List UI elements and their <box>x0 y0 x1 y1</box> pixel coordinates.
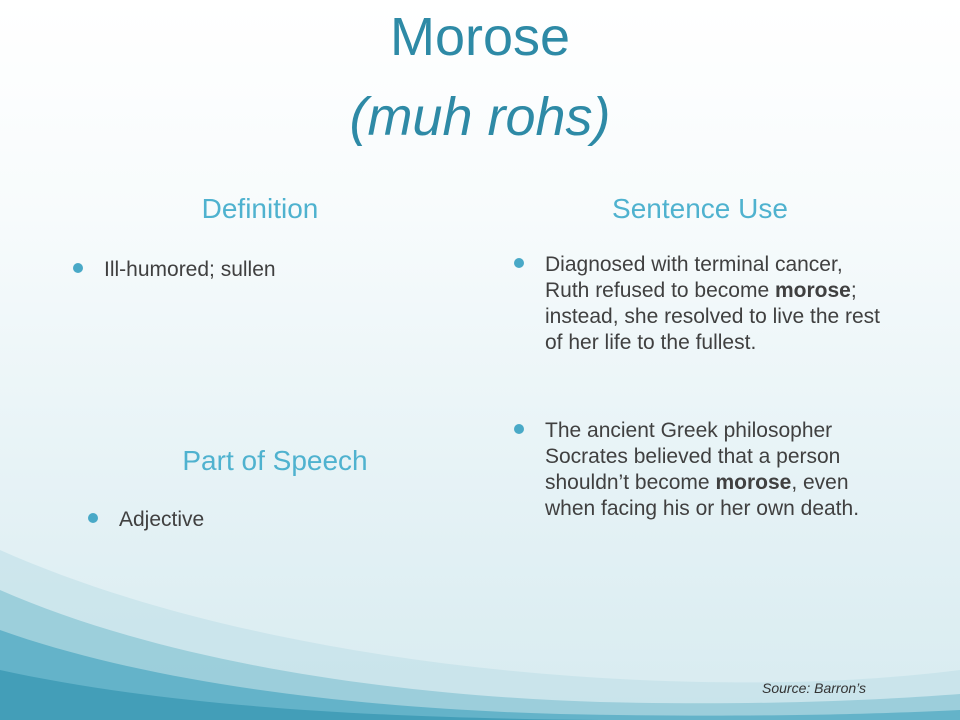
part-of-speech-item <box>119 507 379 533</box>
page-title: Morose <box>389 7 571 67</box>
highlighted-word: morose <box>715 471 792 494</box>
sentence-use-item-2: The ancient Greek philosopher Socrates believed that a person shouldn’t become morose, even when facing his or her own death. <box>545 418 885 522</box>
part-of-speech-text: Adjective <box>119 508 205 531</box>
pronunciation: (muh rohs) <box>349 87 611 147</box>
highlighted-word: morose <box>774 279 851 302</box>
sentence-use-heading: Sentence Use <box>612 193 788 224</box>
bullet-icon <box>514 424 524 434</box>
bullet-icon <box>514 258 524 268</box>
part-of-speech-heading: Part of Speech <box>182 445 368 476</box>
bullet-icon <box>73 263 83 273</box>
source-citation: Source: Barron’s <box>762 680 867 696</box>
definition-heading: Definition <box>201 193 319 224</box>
bullet-icon <box>88 513 98 523</box>
sentence-use-item-1: Diagnosed with terminal cancer, Ruth refused to become morose; instead, she resolved to live the rest of her life to the fullest. <box>545 252 885 356</box>
definition-text: Ill-humored; sullen <box>104 258 276 281</box>
definition-item <box>104 257 384 283</box>
